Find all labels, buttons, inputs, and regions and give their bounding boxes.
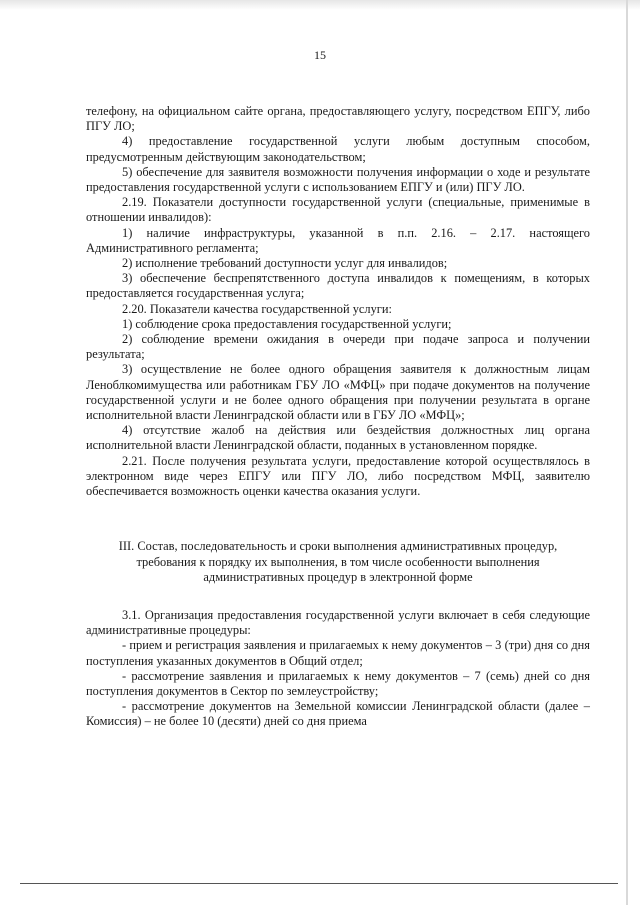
paragraph: 1) наличие инфраструктуры, указанной в п.п. 2.16. – 2.17. настоящего Административного регламента; [86, 225, 590, 255]
list-item: - рассмотрение документов на Земельной комиссии Ленинградской области (далее – Комиссия) – не более 10 (десяти) дней со дня приема [86, 699, 590, 729]
scan-edge-bottom [20, 883, 618, 884]
paragraph: 3) осуществление не более одного обращения заявителя к должностным лицам Леноблкомимущества или работникам ГБУ ЛО «МФЦ» при подаче документов на получение государственной услуги и не более одного обращения при получении результата в органе исполнительной власти Ленинградской области или в ГБУ ЛО «МФЦ»; [86, 362, 590, 423]
paragraph: телефону, на официальном сайте органа, предоставляющего услугу, посредством ЕПГУ, либо ПГУ ЛО; [86, 104, 590, 134]
paragraph: 5) обеспечение для заявителя возможности получения информации о ходе и результате предоставления государственной услуги с использованием ЕПГУ и (или) ПГУ ЛО. [86, 164, 590, 195]
paragraph: 2.21. После получения результата услуги, предоставление которой осуществлялось в электронном виде через ЕПГУ или ПГУ ЛО, либо посредством МФЦ, заявителю обеспечивается возможность оценки качества оказания услуги. [86, 453, 590, 499]
list-item: - рассмотрение заявления и прилагаемых к нему документов – 7 (семь) дней со дня поступления документов в Сектор по землеустройству; [86, 668, 590, 699]
section-heading: III. Состав, последовательность и сроки выполнения административных процедур, требования к порядку их выполнения, в том числе особенности выполнения административных процедур в электронной форме [118, 539, 558, 585]
paragraph: 4) отсутствие жалоб на действия или бездействия должностных лиц органа исполнительной власти Ленинградской области, поданных в установленном порядке. [86, 423, 590, 453]
paragraph: 2) исполнение требований доступности услуг для инвалидов; [122, 256, 448, 271]
paragraph: 1) соблюдение срока предоставления государственной услуги; [122, 316, 452, 331]
scan-edge-right [626, 0, 628, 905]
paragraph: 2.19. Показатели доступности государственной услуги (специальные, применимые в отношении инвалидов): [86, 195, 590, 225]
paragraph: 2) соблюдение времени ожидания в очереди при подаче запроса и получении результата; [86, 332, 590, 362]
list-item: - прием и регистрация заявления и прилагаемых к нему документов – 3 (три) дня со дня поступления указанных документов в Общий отдел; [86, 638, 590, 668]
paragraph: 2.20. Показатели качества государственной услуги: [122, 301, 392, 316]
page-number: 15 [314, 48, 326, 62]
paragraph: 3.1. Организация предоставления государственной услуги включает в себя следующие административные процедуры: [86, 608, 590, 638]
paragraph: 4) предоставление государственной услуги любым доступным способом, предусмотренным действующим законодательством; [86, 134, 590, 164]
scan-edge-top [0, 0, 640, 10]
document-body [86, 104, 590, 730]
paragraph: 3) обеспечение беспрепятственного доступа инвалидов к помещениям, в которых предоставляется государственная услуга; [86, 271, 590, 301]
